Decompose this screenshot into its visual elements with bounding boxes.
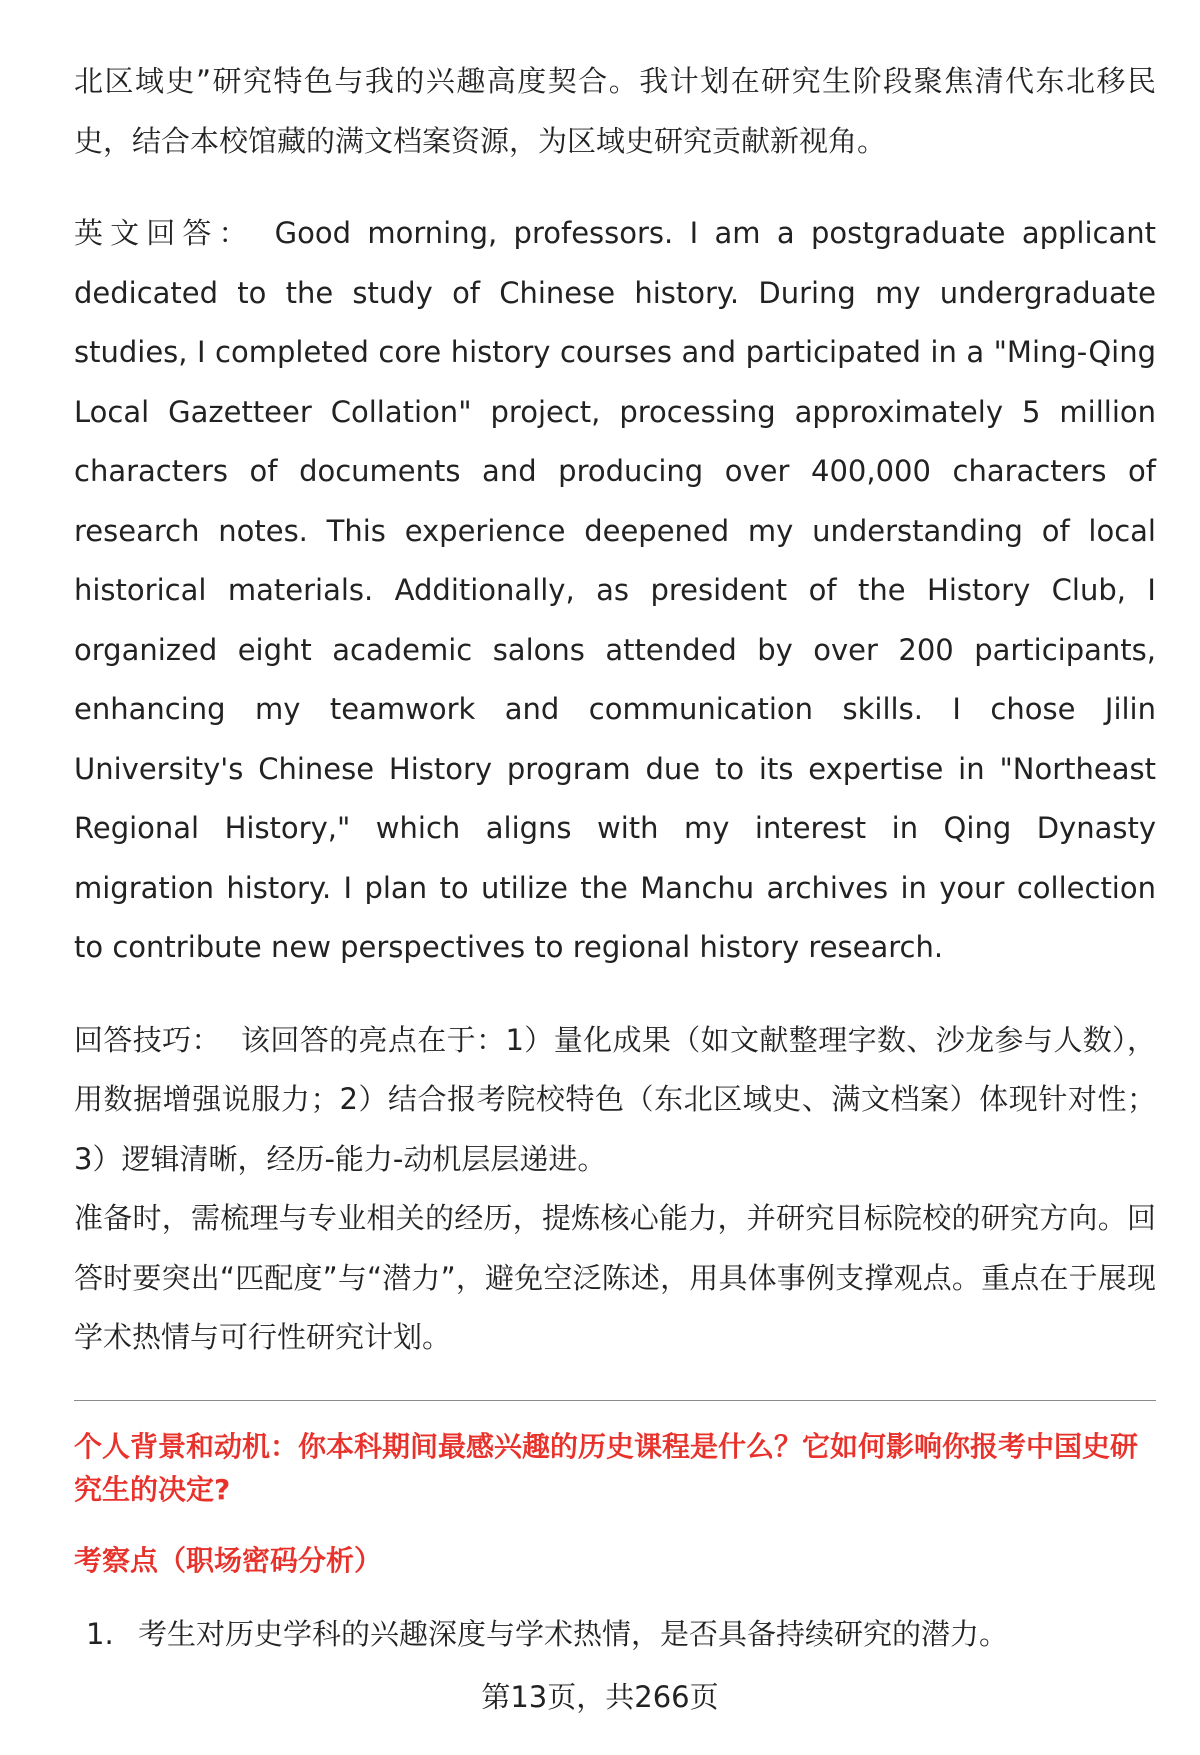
list-item-number: 1.: [86, 1616, 114, 1651]
assessment-points-list: [74, 1612, 1156, 1656]
intro-continuation-paragraph: 北区域史”研究特色与我的兴趣高度契合。我计划在研究生阶段聚焦清代东北移民史，结合本校馆藏的满文档案资源，为区域史研究贡献新视角。: [74, 64, 1156, 158]
list-item: [74, 1612, 1156, 1656]
english-answer-paragraph: [74, 204, 1156, 978]
list-item-text: 考生对历史学科的兴趣深度与学术热情，是否具备持续研究的潜力。: [138, 1616, 1009, 1651]
section-divider: [74, 1400, 1156, 1401]
document-page: [74, 0, 1156, 1656]
assessment-points-title: 考察点（职场密码分析）: [74, 1543, 383, 1577]
page-number-footer: 第13页，共266页: [481, 1680, 719, 1714]
english-answer-text: Good morning, professors. I am a postgraduate applicant dedicated to the study of Chinese history. During my undergraduate studies, I completed core history courses and participated in a "Ming-Qing Local Gazetteer Collation" project, processing approximately 5 million characters of documents and producing over 400,000 characters of research notes. This experience deepened my understanding of local historical materials. Additionally, as president of the History Club, I organized eight academic salons attended by over 200 participants, enhancing my teamwork and communication skills. I chose Jilin University's Chinese History program due to its expertise in "Northeast Regional History," which aligns with my interest in Qing Dynasty migration history. I plan to utilize the Manchu archives in your collection to contribute new perspectives to regional history research.: [74, 216, 1156, 964]
next-question-title: 个人背景和动机：你本科期间最感兴趣的历史课程是什么？它如何影响你报考中国史研究生的决定?: [74, 1429, 1139, 1506]
tips-paragraph: [74, 1011, 1156, 1190]
tips-text: 该回答的亮点在于：1）量化成果（如文献整理字数、沙龙参与人数），用数据增强说服力；2）结合报考院校特色（东北区域史、满文档案）体现针对性；3）逻辑清晰，经历-能力-动机层层递进。: [74, 1022, 1156, 1176]
english-answer-label: 英文回答：: [74, 216, 255, 250]
tips-paragraph-2: 准备时，需梳理与专业相关的经历，提炼核心能力，并研究目标院校的研究方向。回答时要突出“匹配度”与“潜力”，避免空泛陈述，用具体事例支撑观点。重点在于展现学术热情与可行性研究计划。: [74, 1201, 1156, 1354]
tips-label: 回答技巧：: [74, 1022, 221, 1057]
